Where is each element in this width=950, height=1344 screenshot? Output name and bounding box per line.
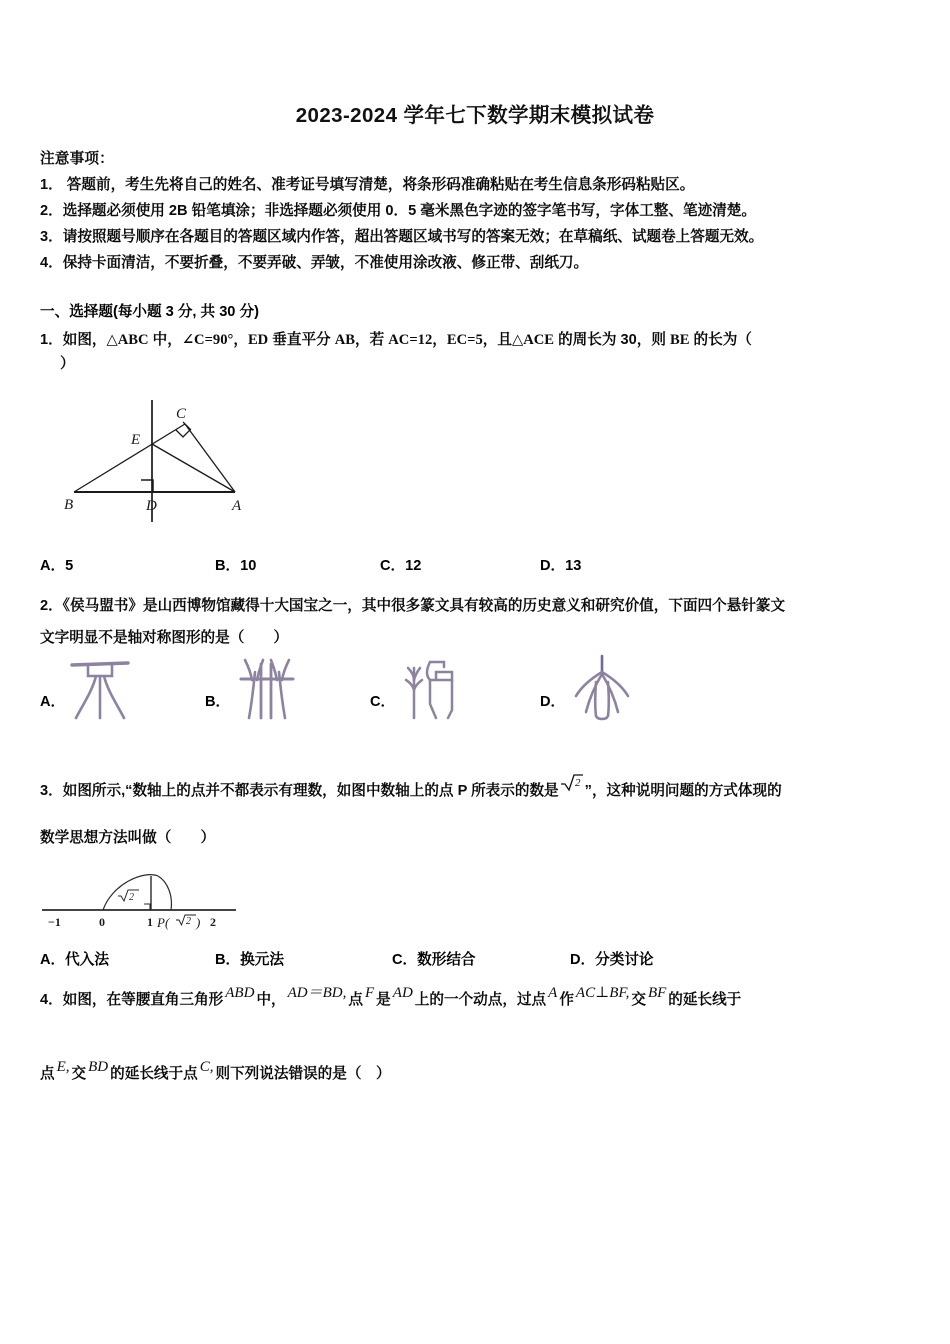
q3-option-c-value: 数形结合 <box>417 952 476 968</box>
q4-point-f: F <box>365 985 375 1001</box>
triangle-abc-svg <box>52 396 272 526</box>
question-1-options <box>40 554 740 576</box>
exam-instructions <box>40 146 920 276</box>
svg-text:P(: P( <box>157 915 170 930</box>
section-heading-choice: 一、选择题(每小题 3 分, 共 30 分) <box>40 304 259 320</box>
q3-option-d-value: 分类讨论 <box>595 952 654 968</box>
question-4-stem-line-2 <box>40 1059 935 1086</box>
q1-ec-value: =5 <box>467 332 483 348</box>
tick-label-minus-1: −1 <box>48 915 61 929</box>
q1-text-d: 垂直平分 <box>268 332 335 348</box>
q3-option-a[interactable] <box>40 948 109 969</box>
q2-option-c-key: C． <box>370 694 396 710</box>
q3-option-b-key: B． <box>215 952 241 968</box>
svg-text:2: 2 <box>129 892 134 903</box>
q1-option-c-key: C． <box>380 558 406 574</box>
question-2-stem-line-2: 文字明显不是轴对称图形的是（ ） <box>40 630 289 646</box>
q4-point-e: E, <box>56 1059 70 1075</box>
q3-option-a-key: A． <box>40 952 66 968</box>
instruction-index-2: 2． <box>40 203 63 219</box>
instruction-index-3: 3． <box>40 229 63 245</box>
instruction-text-2: 选择题必须使用 2B 铅笔填涂；非选择题必须使用 0．5 毫米黑色字迹的签字笔书写，字体工整、笔迹清楚。 <box>62 203 756 219</box>
q4-ad-eq-bd: AD＝BD, <box>287 985 347 1001</box>
q1-option-b[interactable] <box>215 554 256 575</box>
instruction-index-1: 1． <box>40 177 63 193</box>
q2-option-b-key: B． <box>205 694 231 710</box>
q3-text-a: 如图所示,“数轴上的点并不都表示有理数，如图中数轴上的点 P 所表示的数是 <box>62 783 559 799</box>
q3-option-b[interactable] <box>215 948 284 969</box>
q1-text-i: 的长为（ <box>689 332 752 348</box>
svg-text:): ) <box>196 915 201 930</box>
q1-option-c[interactable] <box>380 554 421 575</box>
q1-angle-c: ∠C=90° <box>181 332 234 348</box>
instruction-text-1: 答题前，考生先将自己的姓名、准考证号填写清楚，将条形码准确粘贴在考生信息条形码粘贴区。 <box>66 177 695 193</box>
q4-triangle-abd: ABD <box>225 985 255 1001</box>
figure-label-d: D <box>146 498 157 514</box>
q4-text-i: 点 <box>40 1066 55 1082</box>
q4-text-b: 中， <box>256 992 286 1008</box>
instruction-text-4: 保持卡面清洁，不要折叠，不要弄破、弄皱，不准使用涂改液、修正带、刮纸刀。 <box>62 255 589 271</box>
q4-ac-perp-bf: AC⊥BF, <box>575 985 630 1001</box>
q4-point-c: C, <box>199 1059 214 1075</box>
svg-text:2: 2 <box>186 916 191 927</box>
q4-text-f: 作 <box>559 992 574 1008</box>
figure-label-e: E <box>131 432 141 448</box>
segment-ea <box>152 444 235 492</box>
figure-label-c: C <box>176 406 187 422</box>
q1-ac-value: =12 <box>409 332 433 348</box>
q2-option-d-key: D． <box>540 694 566 710</box>
q1-segment-be: BE <box>670 332 690 348</box>
q2-text-line1: 《侯马盟书》是山西博物馆藏得十大国宝之一，其中很多篆文具有较高的历史意义和研究价值，下面四个悬针篆文 <box>62 598 786 614</box>
q1-triangle-ace: △ACE <box>511 332 555 348</box>
tick-label-1: 1 <box>147 915 153 929</box>
triangle-abc-figure <box>52 396 272 526</box>
arc-label-sqrt2 <box>118 890 139 903</box>
tick-label-0: 0 <box>99 915 105 929</box>
instruction-text-3: 请按照题号顺序在各题目的答题区域内作答，超出答题区域书写的答案无效；在草稿纸、试题卷上答题无效。 <box>62 229 764 245</box>
q4-segment-ad: AD <box>392 985 413 1001</box>
q1-text-b: 中， <box>148 332 182 348</box>
q3-option-c-key: C． <box>392 952 418 968</box>
q1-text-c: ， <box>233 332 248 348</box>
question-4-stem-line-1 <box>40 985 935 1012</box>
question-2-number: 2． <box>40 598 63 614</box>
instruction-item-3 <box>40 224 920 250</box>
question-2-options <box>40 652 680 732</box>
q1-option-a-value: 5 <box>65 558 74 574</box>
instruction-index-4: 4． <box>40 255 63 271</box>
q4-text-l: 则下列说法错误的是（ ） <box>215 1066 391 1082</box>
question-1-number: 1． <box>40 332 63 348</box>
q1-text-h: 的周长为 30，则 <box>554 332 670 348</box>
q1-option-d-key: D． <box>540 558 566 574</box>
q4-text-a: 如图，在等腰直角三角形 <box>62 992 224 1008</box>
question-3-number: 3． <box>40 783 63 799</box>
q4-segment-bf: BF <box>647 985 667 1001</box>
q2-option-a-key: A． <box>40 694 66 710</box>
q1-segment-ec: EC <box>446 332 468 348</box>
seal-script-character-1-icon <box>62 652 142 727</box>
q1-segment-ac: AC <box>388 332 410 348</box>
q1-option-d[interactable] <box>540 554 581 575</box>
q4-text-g: 交 <box>631 992 646 1008</box>
right-angle-mark <box>144 904 150 910</box>
instruction-item-4 <box>40 250 920 276</box>
q4-point-a: A <box>548 985 558 1001</box>
svg-text:2: 2 <box>574 777 581 790</box>
q1-text-a: 如图， <box>62 332 107 348</box>
q1-option-b-value: 10 <box>240 558 257 574</box>
q1-option-a-key: A． <box>40 558 66 574</box>
instructions-heading: 注意事项： <box>40 151 114 167</box>
compass-arc <box>158 876 171 910</box>
q4-text-d: 是 <box>376 992 391 1008</box>
figure-label-a: A <box>232 498 242 514</box>
question-1-stem-close: ） <box>60 356 75 372</box>
question-2-stem-line-1 <box>40 594 930 618</box>
q1-option-b-key: B． <box>215 558 241 574</box>
number-line-figure <box>40 868 240 940</box>
q3-option-a-value: 代入法 <box>65 952 109 968</box>
q3-option-d-key: D． <box>570 952 596 968</box>
seal-script-character-3-icon <box>392 652 472 727</box>
q1-text-e: ，若 <box>355 332 389 348</box>
q4-segment-bd: BD <box>88 1059 109 1075</box>
q1-option-d-value: 13 <box>565 558 582 574</box>
question-4-number: 4． <box>40 992 63 1008</box>
page-title: 2023-2024 学年七下数学期末模拟试卷 <box>295 104 655 127</box>
q4-text-e: 上的一个动点，过点 <box>414 992 547 1008</box>
question-1-stem <box>40 328 920 352</box>
q1-option-c-value: 12 <box>405 558 422 574</box>
q1-text-g: ，且 <box>482 332 512 348</box>
question-3-options <box>40 948 740 970</box>
q1-triangle-abc: △ABC <box>106 332 149 348</box>
seal-script-character-2-icon <box>227 652 307 727</box>
question-3-stem-line-1 <box>40 778 930 803</box>
q3-text-b: ”，这种说明问题的方式体现的 <box>584 783 782 799</box>
q1-segment-ed: ED <box>247 332 269 348</box>
q3-option-c[interactable] <box>392 948 476 969</box>
q1-option-a[interactable] <box>40 554 73 575</box>
q4-text-k: 的延长线于点 <box>110 1066 198 1082</box>
q3-sqrt-two <box>559 769 585 793</box>
q4-text-c: 点 <box>348 992 363 1008</box>
instruction-item-2 <box>40 198 920 224</box>
point-p-label <box>156 915 200 930</box>
q3-option-b-value: 换元法 <box>240 952 284 968</box>
number-line-svg <box>40 868 240 940</box>
q4-text-j: 交 <box>71 1066 87 1082</box>
tick-label-2: 2 <box>210 915 216 929</box>
question-3-stem-line-2: 数学思想方法叫做（ ） <box>40 830 216 846</box>
instruction-item-1 <box>40 172 920 198</box>
q4-text-h: 的延长线于 <box>668 992 742 1008</box>
segment-bc <box>74 424 185 492</box>
q3-option-d[interactable] <box>570 948 654 969</box>
q1-segment-ab: AB <box>334 332 355 348</box>
seal-script-character-4-icon <box>562 652 642 727</box>
figure-label-b: B <box>64 497 74 513</box>
segment-ca <box>185 424 235 492</box>
q1-text-f: ， <box>432 332 447 348</box>
